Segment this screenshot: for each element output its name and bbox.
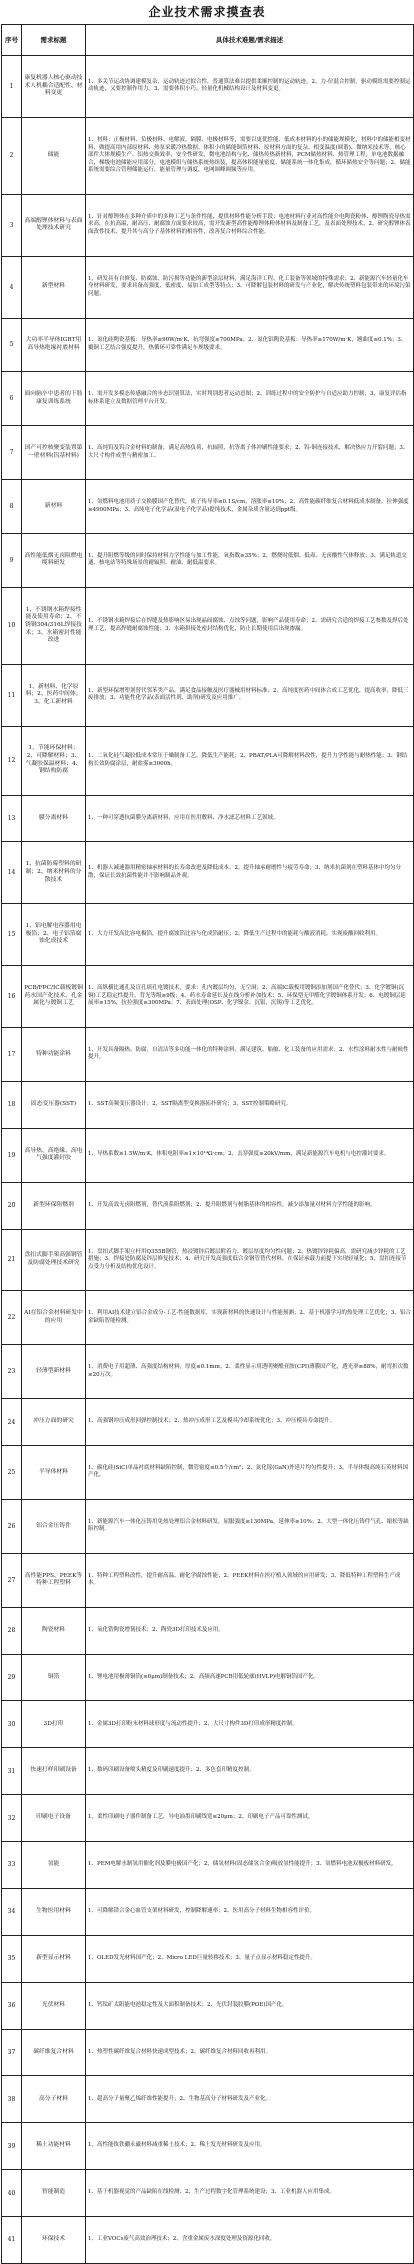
- requirement-description: 1、高性能钕铁硼永磁材料减重稀土技术；2、稀土发光材料研发及应用。: [86, 2123, 414, 2170]
- requirement-title: 新型显示材料: [22, 1935, 86, 1982]
- row-number: 34: [2, 1888, 22, 1935]
- requirement-description: 1、二氧化硅气凝胶低成本常压干燥制备工艺，降低生产能耗；2、PBAT/PLA可降解材料改性，提升力学性能与耐热性能；3、钢结构长效防腐涂层，耐盐雾≥3000h。: [86, 726, 414, 795]
- requirement-title: 面向脑卒中患者的下肢康复训练系统: [22, 372, 86, 426]
- table-row: [2, 2170, 414, 2217]
- row-number: 33: [2, 1842, 22, 1889]
- table-row: [2, 534, 414, 588]
- requirement-title: 高性能PPS、PEEK等特种工程塑料: [22, 1553, 86, 1607]
- table-row: [2, 1701, 414, 1748]
- requirement-title: 国产可控核聚变装置第一壁材料(钨基材料): [22, 426, 86, 480]
- row-number: 25: [2, 1446, 22, 1500]
- row-number: 5: [2, 318, 22, 372]
- requirement-title: 氢能: [22, 1842, 86, 1889]
- requirement-description: 1、超高分子量聚乙烯纤维性能提升；2、生物基高分子材料研发及产业化。: [86, 2076, 414, 2123]
- requirement-description: 1、热塑性碳纤维复合材料快速成型技术；2、碳纤维复合材料回收再利用。: [86, 2029, 414, 2076]
- requirement-description: 1、盘扣式脚手架立杆用Q355B钢管，热浸镀锌后镀层附着力、镀层厚度均匀性问题；2、热镀锌锌耗偏高，需研究减少锌耗的工艺措施；3、焊接处防腐及锌层修复技术；4、研究开发高强度低合金钢管替代材料，在保证承载力前提下实现轻量化；5、盘扣连接节点受力分析及结构优化设计。: [86, 1229, 414, 1291]
- row-number: 32: [2, 1795, 22, 1842]
- row-number: 16: [2, 966, 22, 1028]
- row-number: 35: [2, 1935, 22, 1982]
- table-row: [2, 480, 414, 534]
- requirement-title: 半导体材料: [22, 1446, 86, 1500]
- row-number: 36: [2, 1982, 22, 2029]
- requirement-description: 1、开发高效无卤阻燃剂，替代溴系阻燃剂；2、提升阻燃剂与树脂基体的相容性，减少添加量对材料力学性能的影响。: [86, 1182, 414, 1229]
- requirement-title: 储能: [22, 117, 86, 194]
- requirement-description: 1、开发具备隔热、防腐、自清洁等多功能一体化的特种涂料，满足建筑、船舶、化工装备的应用需求；2、水性涂料耐水性与耐候性提升。: [86, 1028, 414, 1082]
- table-row: [2, 426, 414, 480]
- row-number: 15: [2, 904, 22, 966]
- table-row: [2, 1182, 414, 1229]
- requirement-description: 1、SST高频变压器设计；2、SST隔离型变换器拓扑研究；3、SST控制策略研究。: [86, 1081, 414, 1128]
- table-row: [2, 966, 414, 1028]
- table-row: [2, 1081, 414, 1128]
- requirement-description: 1、特种工程塑料改性，提升耐高温、耐化学腐蚀性能；2、PEEK材料在医疗植入领域的应用研发；3、降低特种工程塑料生产成本。: [86, 1553, 414, 1607]
- row-number: 22: [2, 1291, 22, 1345]
- table-row: [2, 795, 414, 842]
- table-row: [2, 56, 414, 118]
- requirement-title: 特种功能涂料: [22, 1028, 86, 1082]
- table-row: [2, 1748, 414, 1795]
- requirement-description: 1、氢燃料电池用质子交换膜国产化替代，质子传导率≥0.1S/cm，溶胀率≤10%；2、高性能碳纤维复合材料低成本制备，拉伸强度≥4900MPa；3、高纯电子化学品(湿电子化学品)提纯技术，金属杂质含量达到ppt级。: [86, 480, 414, 534]
- requirement-description: 1、导热系数≥1.5W/m·K，体积电阻率≥1×10¹⁴Ω·cm；2、击穿强度≥20kV/mm，满足新能源汽车电机与电控灌封要求。: [86, 1128, 414, 1182]
- requirement-description: 1、碳化硅(SiC)单晶衬底材料缺陷控制，微管密度≤0.5个/cm²；2、氮化镓(GaN)外延片均匀性提升；3、半导体级高纯石英材料国产化。: [86, 1446, 414, 1500]
- table-row: [2, 318, 414, 372]
- table-row: [2, 1446, 414, 1500]
- requirement-description: 1、针对醇锂体在多种介质中的多种工艺与条件性能，提供材料性能分析手段；电池材料行业对高性能介电陶瓷粉体、醇锂陶瓷导热需求高，在抗高温、耐高压、耐腐蚀方面要求较高，需开发新型高性能醇锂体粉体材料及制备工艺，及表面处理技术。2、研究醇锂体表面改性技术，提升其与高分子基体材料的相容性，改善复合材料综合性能。: [86, 194, 414, 256]
- requirement-title: 康复机器人核心驱动技术人机耦合适配性、材料变更: [22, 56, 86, 118]
- table-row: [2, 1842, 414, 1889]
- header-desc: 具体技术难题/需求描述: [86, 25, 414, 56]
- row-number: 3: [2, 194, 22, 256]
- requirement-description: 1、研发具有自修复、防腐蚀、防污损等功能的新型涂层材料，满足海洋工程、化工装备等领域的特殊需求；2、新能源汽车轻量化车身材料研发，要求具备高强度、低密度、易加工成型等特点；3、可降解包装材料的研发与产业化，解决传统塑料包装带来的环境污染问题。: [86, 256, 414, 318]
- row-number: 8: [2, 480, 22, 534]
- requirement-title: 环保技术: [22, 2217, 86, 2264]
- requirement-description: 1、新能源汽车一体化压铸用免热处理铝合金材料研发，屈服强度≥130MPa，延伸率≥10%；2、大型一体化压铸件气孔、缩松等缺陷控制。: [86, 1499, 414, 1553]
- table-row: [2, 842, 414, 904]
- requirement-title: 印刷电子设备: [22, 1795, 86, 1842]
- table-row: [2, 1795, 414, 1842]
- table-row: [2, 194, 414, 256]
- header-name: 需求标题: [22, 25, 86, 56]
- requirement-description: 1、OLED发光材料国产化；2、Micro LED巨量转移技术；3、量子点显示材料稳定性提升。: [86, 1935, 414, 1982]
- table-row: [2, 2123, 414, 2170]
- requirements-table: [1, 24, 414, 2264]
- row-number: 41: [2, 2217, 22, 2264]
- requirement-title: 高导热、高绝缘、高电气强度灌封胶: [22, 1128, 86, 1182]
- requirement-title: 光伏材料: [22, 1982, 86, 2029]
- requirement-description: 1、利用AI技术建立铝合金成分-工艺-性能数据库，实现新材料的快速设计与性能预测；2、基于机器学习的热处理工艺优化；3、铝合金缺陷智能检测。: [86, 1291, 414, 1345]
- row-number: 19: [2, 1128, 22, 1182]
- table-body: [2, 56, 414, 2264]
- requirement-description: 1、一种可穿透抗菌膜分离新材料，应用在医用敷料、净水滤芯材料工艺领域。: [86, 795, 414, 842]
- requirement-title: 高性能低烟无卤阻燃电缆料研发: [22, 534, 86, 588]
- document-title: 企业技术需求摸查表: [148, 5, 266, 19]
- table-row: [2, 587, 414, 664]
- row-number: 26: [2, 1499, 22, 1553]
- table-row: [2, 1935, 414, 1982]
- row-number: 14: [2, 842, 22, 904]
- requirement-title: 轻薄型新材料: [22, 1345, 86, 1399]
- requirement-title: 1、铝电解电容器用电极箔；2、电子铝箔腐蚀化成技术: [22, 904, 86, 966]
- requirement-description: 1、钙钛矿太阳能电池稳定性及大面积制备技术；2、光伏封装胶膜(POE)国产化。: [86, 1982, 414, 2029]
- requirement-title: 盘扣式脚手架高强钢管及防腐处理技术研究: [22, 1229, 86, 1291]
- requirement-title: 陶瓷材料: [22, 1607, 86, 1654]
- table-row: [2, 2217, 414, 2264]
- table-row: [2, 1291, 414, 1345]
- requirement-title: AI在铝合金材料研发中的应用: [22, 1291, 86, 1345]
- requirement-title: 碳纤维复合材料: [22, 2029, 86, 2076]
- row-number: 20: [2, 1182, 22, 1229]
- requirement-title: 快速打样印刷设备: [22, 1748, 86, 1795]
- row-number: 11: [2, 664, 22, 726]
- row-number: 30: [2, 1701, 22, 1748]
- table-row: [2, 2076, 414, 2123]
- requirement-title: 高分子材料: [22, 2076, 86, 2123]
- requirement-description: 1、可降解镁合金心血管支架材料研发，控制降解速率；2、医用高分子材料生物相容性评价。: [86, 1888, 414, 1935]
- table-row: [2, 1607, 414, 1654]
- table-row: [2, 1553, 414, 1607]
- requirement-title: 1、新材料、化学原料；2、医药中间体；3、化工新材料: [22, 664, 86, 726]
- requirement-description: 1、多关节运动协调建模复杂，运动轨迹过拟合性，普通算法难以提供柔顺控制的运动轨迹。2、力-位混合控制，驱动模组需要控制运动轨迹，又要控制作用力。3、需要体积小巧、轻量化机械结构设计及材料变更。: [86, 56, 414, 118]
- row-number: 40: [2, 2170, 22, 2217]
- requirement-title: 新型环保阻燃剂: [22, 1182, 86, 1229]
- row-number: 2: [2, 117, 22, 194]
- requirement-title: 铝合金压铸件: [22, 1499, 86, 1553]
- requirement-title: PCB/FPC/IC载板镀铜药水国产化技术、孔金属化与镀铜工艺: [22, 966, 86, 1028]
- table-row: [2, 1345, 414, 1399]
- table-row: [2, 1888, 414, 1935]
- requirement-title: 膜分离材料: [22, 795, 86, 842]
- table-row: [2, 1399, 414, 1446]
- requirement-description: 1、氧化锆陶瓷增韧技术；2、陶瓷3D打印技术及应用。: [86, 1607, 414, 1654]
- table-row: [2, 1982, 414, 2029]
- table-row: [2, 117, 414, 194]
- requirement-title: 高端醇锂体材料与表面处理技术研究: [22, 194, 86, 256]
- requirement-description: 1、基于机器视觉的产品缺陷在线检测；2、生产过程数字化管理系统建设；3、工业机器人应用集成。: [86, 2170, 414, 2217]
- requirement-description: 1、大力开发高比容电极箔，提升腐蚀箔比容与化成箔耐压；2、降低生产过程中的能耗与酸液消耗，实现废酸回收利用。: [86, 904, 414, 966]
- table-row: [2, 726, 414, 795]
- requirement-description: 1、锂电池用极薄铜箔(≤6μm)制备技术；2、高频高速PCB用低轮廓(HVLP)电解铜箔国产化。: [86, 1654, 414, 1701]
- requirement-description: 1、工业VOCs废气高效治理技术；2、含重金属废水深度处理及资源化回收。: [86, 2217, 414, 2264]
- row-number: 21: [2, 1229, 22, 1291]
- requirement-title: 冲压方面的研究: [22, 1399, 86, 1446]
- row-number: 39: [2, 2123, 22, 2170]
- requirement-description: 1、不锈钢水箱焊接后在焊缝及热影响区易出现晶间腐蚀、点蚀等问题，影响产品使用寿命；2、需研究合适的焊接工艺参数及焊后处理工艺，提高焊缝耐腐蚀性能；3、水箱拼接处密封结构优化，防止长期使用后出现渗漏。: [86, 587, 414, 664]
- requirement-description: 1、PEM电解水制氢用催化剂及膜电极国产化；2、储氢材料(固态储氢合金)吸放氢性能提升；3、氢燃料电池双极板材料研发。: [86, 1842, 414, 1889]
- row-number: 10: [2, 587, 22, 664]
- requirement-title: 铜箔: [22, 1654, 86, 1701]
- requirement-description: 1、高纵横比通孔及盲孔填孔电镀技术，要求：孔内镀层均匀，无空洞；2、高端IC载板用镀铜添加剂国产化替代；3、化学镀铜(沉铜)工艺稳定性提升，背光等级≥9级；4、药水寿命延长及在线分析补加技术；5、环保型无甲醛化学镀铜体系开发；6、电镀铜层延展率≥15%，抗拉强度≥300MPa；7、表面处理(OSP、化学镍金、沉银、沉锡)等工艺优化。: [86, 966, 414, 1028]
- row-number: 24: [2, 1399, 22, 1446]
- row-number: 12: [2, 726, 22, 795]
- requirement-title: 稀土功能材料: [22, 2123, 86, 2170]
- row-number: 18: [2, 1081, 22, 1128]
- requirement-description: 1、需开发多模态传感融合的步态识别算法，实时判别患者运动意图；2、训练过程中的安全防护与自适应助力控制；3、康复评估指标体系建立及数据管理平台开发。: [86, 372, 414, 426]
- table-row: [2, 256, 414, 318]
- requirement-description: 1、高纯钨及钨合金材料的制备，满足高热负荷、抗辐照、抗等离子体冲刷性能要求；2、钨-铜连接技术，解决热应力开裂问题；3、大尺寸构件成型与精密加工。: [86, 426, 414, 480]
- table-row: [2, 1229, 414, 1291]
- table-row: [2, 2029, 414, 2076]
- row-number: 31: [2, 1748, 22, 1795]
- table-row: [2, 372, 414, 426]
- requirement-title: 新材料: [22, 480, 86, 534]
- row-number: 6: [2, 372, 22, 426]
- requirement-description: 1、氮化硅陶瓷基板：导热率≥90W/m·K，抗弯强度≥700MPa；2、氮化铝陶瓷基板：导热率≥170W/m·K，翘曲度≤0.1%；3、覆铜工艺结合强度提升，热循环可靠性满足车规级要求。: [86, 318, 414, 372]
- header-no: 序号: [2, 25, 22, 56]
- requirement-description: 1、提升阻燃等级的同时保持材料力学性能与加工性能，氧指数≥35%；2、燃烧时低烟、低毒、无卤酸性气体释放；3、满足轨道交通、核电站等特殊场景的耐辐照、耐油、耐低温要求。: [86, 534, 414, 588]
- row-number: 17: [2, 1028, 22, 1082]
- row-number: 38: [2, 2076, 22, 2123]
- requirement-description: 1、高强钢冲压成形回弹控制技术；2、热冲压成形工艺及模具冷却系统优化；3、冲压模具寿命提升。: [86, 1399, 414, 1446]
- requirement-description: 1、消费电子用超薄、高强度结构材料，厚度≤0.1mm；2、柔性显示用透明聚酰亚胺(CPI)薄膜国产化，透光率≥88%，耐弯折次数≥20万次。: [86, 1345, 414, 1399]
- requirement-title: 1、抗菌防霉塑料的研制；2、纳米材料的分散技术: [22, 842, 86, 904]
- requirement-description: 1、新型环保增塑剂替代邻苯类产品，满足食品接触及医疗器械用材料标准；2、高纯度医药中间体合成工艺优化，提高收率、降低三废排放；3、功能性化学品(表面活性剂、助剂)研发及应用推广。: [86, 664, 414, 726]
- row-number: 28: [2, 1607, 22, 1654]
- requirement-title: 1、节能环保材料；2、可降解材料；3、气凝胶保温材料；4、钢结构防腐: [22, 726, 86, 795]
- row-number: 7: [2, 426, 22, 480]
- requirement-title: 固态变压器(SST): [22, 1081, 86, 1128]
- table-header-row: [2, 25, 414, 56]
- requirement-description: 1、机器人减速器用精密轴承材料的长寿命改进及降低成本。2、提升轴承耐磨性与疲劳寿命；3、纳米抗菌剂在塑料基体中均匀分散，保证长效抗菌性能并不影响制品外观。: [86, 842, 414, 904]
- requirement-description: 1、材料：正极材料、负极材料、电解液、隔膜、电极材料等，需要以更优性能、低成本材料的小的储能规模化，材料中的储能相变材料、做提高用内部原材料、热泵采暖冷热数据、体积小的储能铜箔材料、原材料方面的复杂、相变温度(调谐)、微纳米技术等，核心部件大体规模生产、铝热交换效率，安全性研发，微电池结构与化、储热传热新材料，PCM储热材料、热管理工程，单电池数据融合，梯级电池储能应用部分，电池模组与储热系统热组装，提高体积能量密度、储能系统一体化集成，循环储热安全等问题；2、储能系统需要综合管理储能运行，能量管理与调度，电网调峰调频等应用。: [86, 117, 414, 194]
- table-row: [2, 904, 414, 966]
- requirement-title: 1、不锈钢水箱焊接性能及使用寿命；2、不锈钢304/316L焊接技术；3、水箱密封性能改进: [22, 587, 86, 664]
- row-number: 9: [2, 534, 22, 588]
- table-row: [2, 1028, 414, 1082]
- row-number: 29: [2, 1654, 22, 1701]
- row-number: 37: [2, 2029, 22, 2076]
- row-number: 4: [2, 256, 22, 318]
- requirement-description: 1、柔性印刷电子器件制备工艺，导电油墨印刷线宽≤20μm；2、印刷电子产品可靠性测试。: [86, 1795, 414, 1842]
- table-row: [2, 1499, 414, 1553]
- row-number: 13: [2, 795, 22, 842]
- requirement-title: 新型材料: [22, 256, 86, 318]
- row-number: 27: [2, 1553, 22, 1607]
- requirement-description: 1、数码印刷设备喷头精度及印刷速度提升；2、多色套印精度控制。: [86, 1748, 414, 1795]
- row-number: 1: [2, 56, 22, 118]
- requirement-title: 大功率半导体IGBT用高导热绝缘衬底材料: [22, 318, 86, 372]
- requirement-title: 3D打印: [22, 1701, 86, 1748]
- row-number: 23: [2, 1345, 22, 1399]
- requirement-title: 生物医用材料: [22, 1888, 86, 1935]
- table-row: [2, 664, 414, 726]
- table-row: [2, 1654, 414, 1701]
- requirement-description: 1、金属3D打印粉末材料球形度与流动性提升；2、大尺寸构件3D打印成形精度控制。: [86, 1701, 414, 1748]
- table-row: [2, 1128, 414, 1182]
- requirement-title: 智能制造: [22, 2170, 86, 2217]
